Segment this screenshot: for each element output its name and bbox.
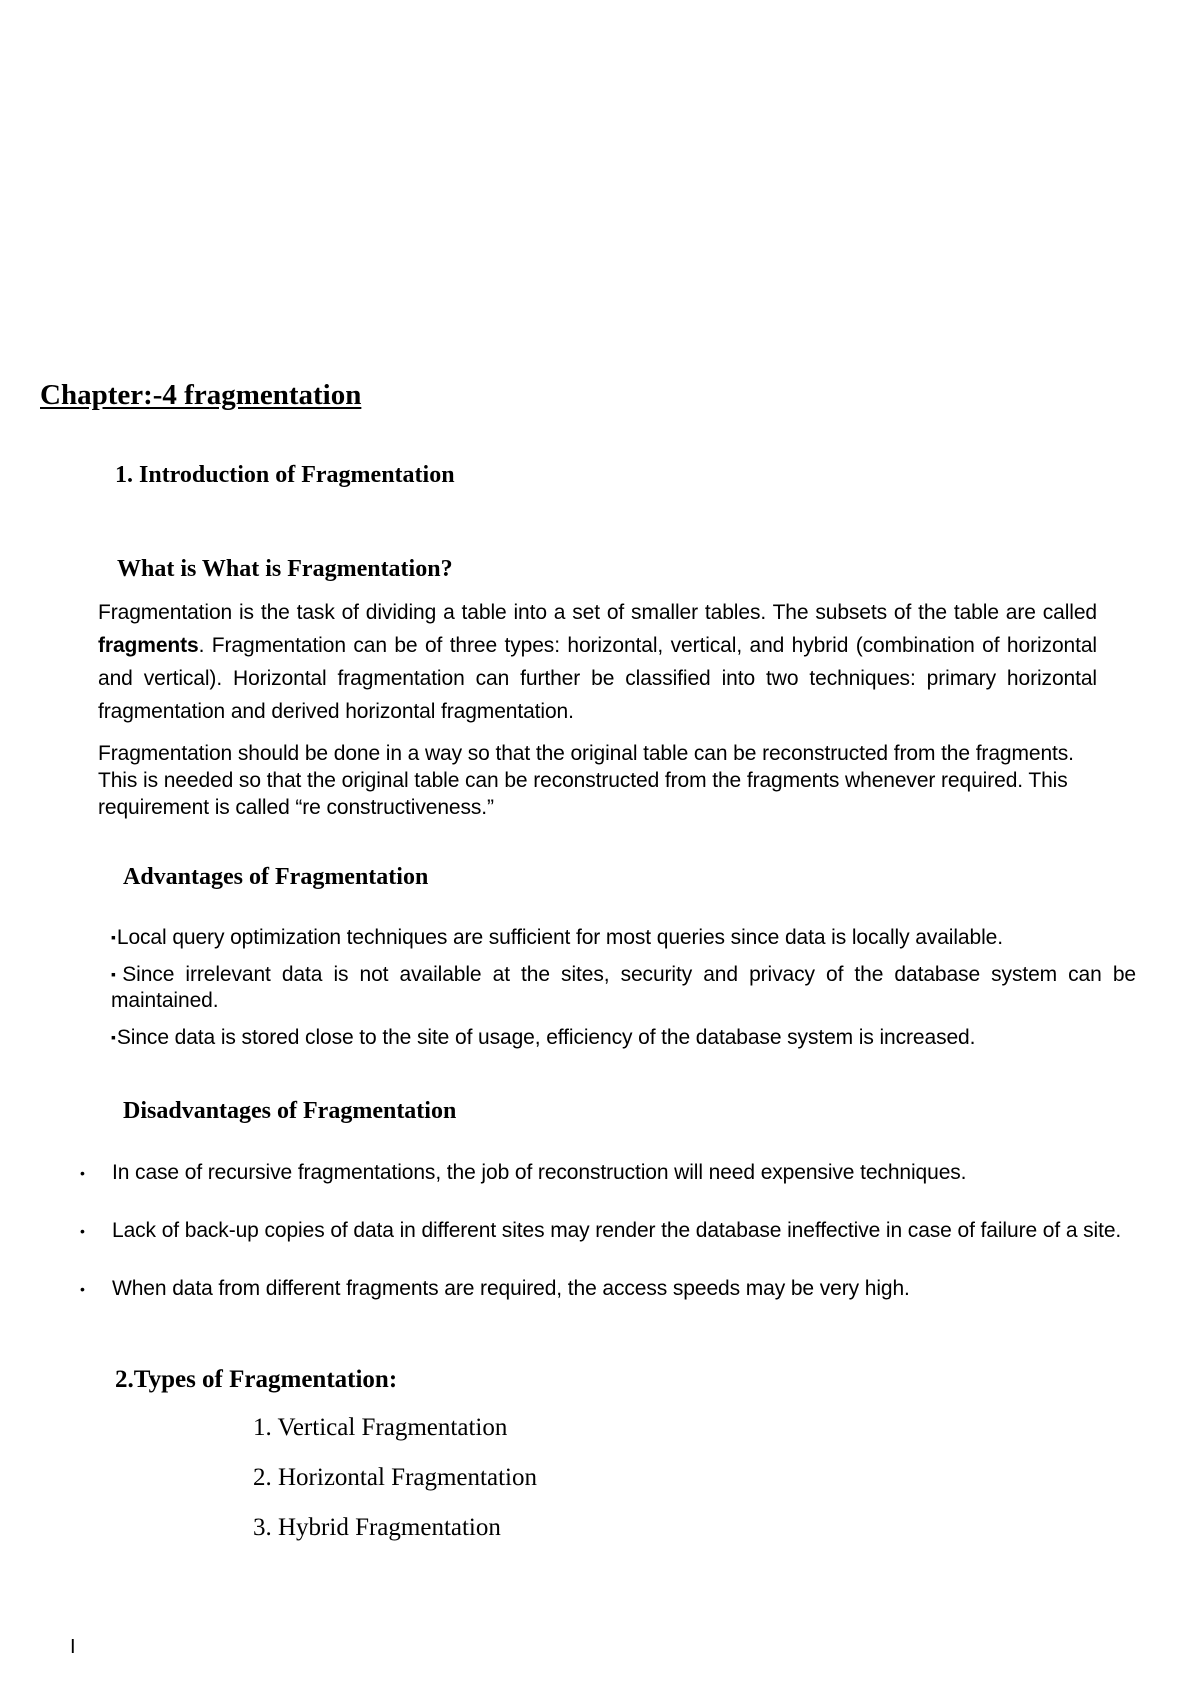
advantage-text: Since data is stored close to the site of usage, efficiency of the database system is increased.	[116, 1026, 976, 1049]
disadvantage-item	[80, 1218, 1138, 1244]
reconstruction-paragraph: Fragmentation should be done in a way so that the original table can be reconstructed from the fragments. This is needed so that the original table can be reconstructed from the fragments whenever required. This requirement is called “re constructiveness.”	[98, 742, 1074, 819]
definition-bold-term: fragments	[98, 634, 199, 657]
advantage-text: Local query optimization techniques are sufficient for most queries since data is locally available.	[116, 926, 1003, 949]
definition-paragraph	[98, 596, 1097, 728]
subheading-what-is-fragmentation: What is What is Fragmentation?	[117, 556, 453, 582]
disadvantage-text: Lack of back-up copies of data in different sites may render the database ineffective in case of failure of a site.	[112, 1219, 1122, 1242]
round-bullet-icon: •	[80, 1165, 85, 1181]
chapter-title: Chapter:-4 fragmentation	[40, 379, 362, 411]
round-bullet-icon: •	[80, 1223, 85, 1239]
disadvantages-heading: Disadvantages of Fragmentation	[123, 1098, 457, 1124]
advantages-list	[111, 924, 1136, 1061]
definition-text-end: . Fragmentation can be of three types: horizontal, vertical, and hybrid (combination of horizontal and vertical). Horizontal fragmentation can further be classified into two techniques: primary horizontal fragmentation and derived horizontal fragmentation.	[98, 634, 1097, 723]
advantage-item	[111, 1024, 1136, 1051]
disadvantage-item	[80, 1160, 1138, 1186]
type-item-horizontal: 2. Horizontal Fragmentation	[253, 1464, 537, 1491]
section-heading-types: 2.Types of Fragmentation:	[115, 1366, 398, 1393]
disadvantage-text: In case of recursive fragmentations, the job of reconstruction will need expensive techniques.	[112, 1161, 967, 1184]
type-item-vertical: 1. Vertical Fragmentation	[253, 1414, 508, 1441]
page-footer-mark: I	[70, 1636, 76, 1658]
advantage-item	[111, 961, 1136, 1014]
type-item-hybrid: 3. Hybrid Fragmentation	[253, 1514, 501, 1541]
square-bullet-icon: ▪	[111, 1029, 116, 1045]
types-list	[253, 1413, 537, 1563]
square-bullet-icon: ▪	[111, 966, 122, 982]
advantage-item	[111, 924, 1136, 951]
advantage-text: Since irrelevant data is not available at the sites, security and privacy of the database system can be maintained.	[111, 963, 1136, 1012]
definition-text-start: Fragmentation is the task of dividing a table into a set of smaller tables. The subsets of the table are called	[98, 601, 1097, 624]
round-bullet-icon: •	[80, 1281, 85, 1297]
advantages-heading: Advantages of Fragmentation	[123, 864, 429, 890]
disadvantage-item	[80, 1276, 1138, 1302]
square-bullet-icon: ▪	[111, 929, 116, 945]
disadvantage-text: When data from different fragments are required, the access speeds may be very high.	[112, 1277, 910, 1300]
section-heading-introduction: 1. Introduction of Fragmentation	[115, 462, 455, 488]
disadvantages-list	[80, 1160, 1138, 1302]
